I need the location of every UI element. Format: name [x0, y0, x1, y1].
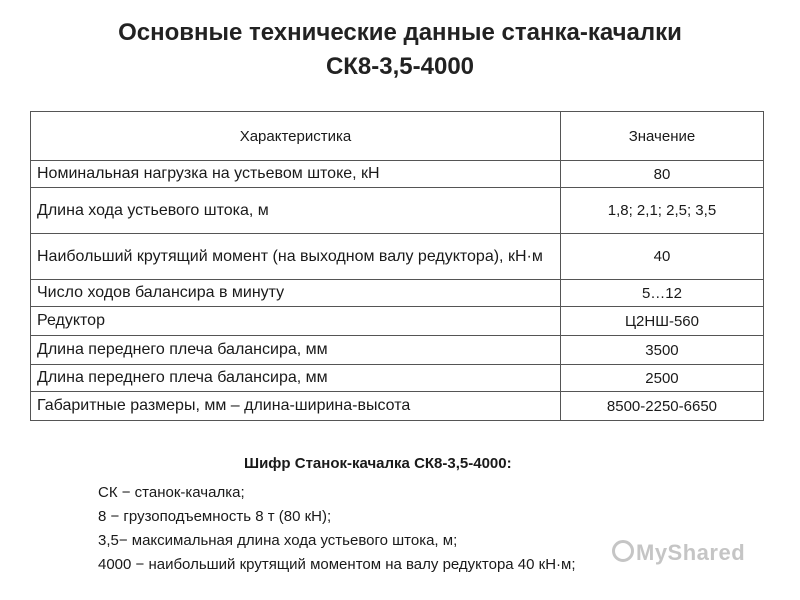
row-characteristic: Длина переднего плеча балансира, мм: [31, 365, 561, 392]
row-value: 2500: [560, 365, 763, 392]
title-line-2: СК8-3,5-4000: [325, 53, 475, 80]
row-value: 3500: [560, 336, 763, 365]
table-row: [31, 365, 764, 392]
code-line: 4000 − наибольший крутящий моментом на валу редуктора 40 кН·м;: [98, 556, 576, 573]
table-row: [31, 392, 764, 421]
page-title: [0, 16, 800, 84]
table-row: [31, 280, 764, 307]
row-value: 5…12: [560, 280, 763, 307]
table-row: [31, 161, 764, 188]
row-characteristic: Длина переднего плеча балансира, мм: [31, 336, 561, 365]
code-line: 8 − грузоподъемность 8 т (80 кН);: [98, 508, 332, 525]
row-value: 40: [560, 234, 763, 280]
header-characteristic: Характеристика: [31, 112, 561, 161]
table-row: [31, 307, 764, 336]
row-characteristic: Номинальная нагрузка на устьевом штоке, кН: [31, 161, 561, 188]
row-characteristic: Длина хода устьевого штока, м: [31, 188, 561, 234]
row-value: 1,8; 2,1; 2,5; 3,5: [560, 188, 763, 234]
row-value: Ц2НШ-560: [560, 307, 763, 336]
row-characteristic: Наибольший крутящий момент (на выходном валу редуктора), кН·м: [31, 234, 561, 280]
code-title: Шифр Станок-качалка СК8-3,5-4000:: [244, 455, 512, 472]
header-value: Значение: [560, 112, 763, 161]
watermark-logo-icon: [612, 540, 634, 562]
watermark-text: MyShared: [636, 540, 746, 565]
watermark: [612, 540, 745, 566]
row-value: 8500-2250-6650: [560, 392, 763, 421]
specifications-table: [30, 111, 764, 421]
code-line: 3,5− максимальная длина хода устьевого штока, м;: [98, 532, 458, 549]
title-line-1: Основные технические данные станка-качалки: [118, 19, 682, 46]
row-characteristic: Габаритные размеры, мм – длина-ширина-высота: [31, 392, 561, 421]
table-row: [31, 188, 764, 234]
table-row: [31, 336, 764, 365]
code-line: СК − станок-качалка;: [98, 484, 245, 501]
row-characteristic: Число ходов балансира в минуту: [31, 280, 561, 307]
row-characteristic: Редуктор: [31, 307, 561, 336]
row-value: 80: [560, 161, 763, 188]
table-row: [31, 234, 764, 280]
table-header-row: [31, 112, 764, 161]
